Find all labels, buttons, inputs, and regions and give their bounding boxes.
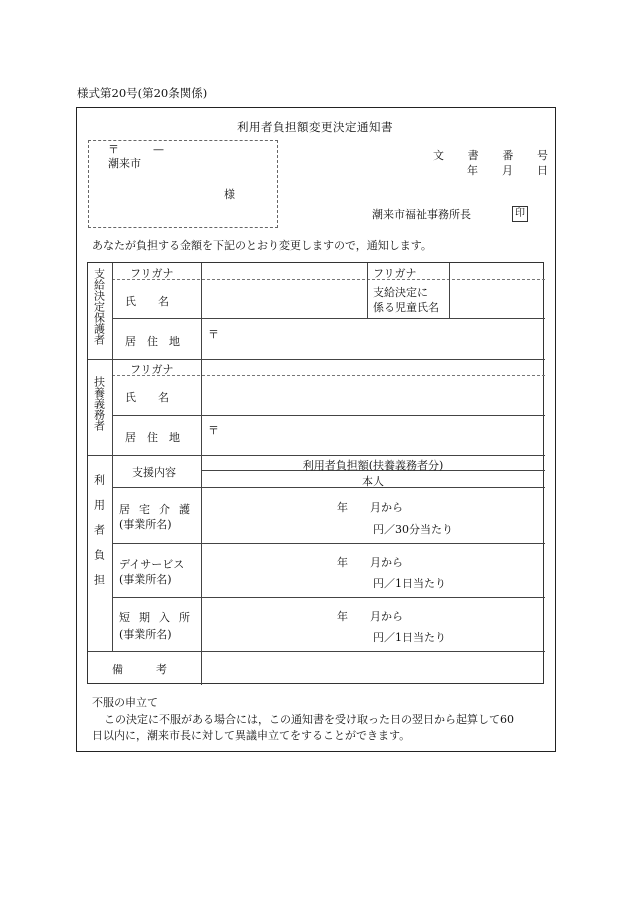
divider-recipient-supporter: [88, 359, 545, 360]
burden-rate: 円／1日当たり: [373, 631, 446, 644]
name-label: 氏 名: [125, 295, 169, 308]
side-label-burden: 利用者負担: [92, 474, 106, 599]
child-label-line2: 係る児童氏名: [373, 301, 439, 314]
city-name: 潮来市: [108, 157, 141, 170]
row-line: [112, 415, 545, 416]
intro-text: あなたが負担する金額を下記のとおり変更しますので，通知します。: [92, 239, 432, 252]
side-label-recipient: 支給決定保護者: [92, 268, 106, 345]
row-line: [112, 543, 545, 544]
divider-supporter-burden: [88, 455, 545, 456]
support-content-header: 支援内容: [132, 466, 176, 479]
doc-number-char: 号: [536, 149, 548, 162]
burden-from-date: 年 月から: [337, 501, 403, 514]
side-column-line: [112, 263, 113, 651]
divider-remarks: [88, 651, 545, 652]
child-label-line1: 支給決定に: [373, 286, 428, 299]
form-number-label: 様式第20号(第20条関係): [77, 86, 208, 100]
burden-rate: 円／30分当たり: [373, 523, 453, 536]
date-char-month: 月: [502, 164, 513, 177]
child-value-line: [449, 263, 450, 318]
appeal-heading: 不服の申立て: [92, 696, 158, 709]
document-title: 利用者負担額変更決定通知書: [237, 120, 393, 134]
side-label-supporter: 扶養義務者: [92, 376, 106, 431]
burden-amount-header: 利用者負担額(扶養義務者分): [302, 459, 444, 472]
service-short-stay: 短期入所: [119, 611, 199, 624]
burden-rate: 円／1日当たり: [373, 577, 446, 590]
furigana-dash: [112, 279, 545, 280]
remarks-label: 備 考: [112, 663, 167, 676]
person-header: 本人: [362, 475, 384, 488]
child-furigana-label: フリガナ: [373, 267, 417, 280]
service-office-name: (事業所名): [119, 573, 172, 586]
postal-mark: 〒: [108, 143, 119, 156]
service-office-name: (事業所名): [119, 628, 172, 641]
burden-from-date: 年 月から: [337, 610, 403, 623]
address-postal-mark: 〒: [208, 424, 219, 437]
info-table: [87, 262, 544, 684]
document-number-label: [433, 149, 548, 163]
service-office-name: (事業所名): [119, 518, 172, 531]
doc-number-char: 書: [467, 149, 479, 162]
honorific-sama: 様: [224, 188, 235, 201]
furigana-dash: [112, 375, 545, 376]
row-line: [112, 597, 545, 598]
date-char-day: 日: [537, 164, 548, 177]
furigana-label: フリガナ: [130, 363, 174, 376]
row-line: [112, 318, 545, 319]
appeal-text-line2: 日以内に，潮来市長に対して異議申立てをすることができます。: [92, 729, 411, 742]
child-column-line: [367, 263, 368, 318]
address-postal-mark: 〒: [208, 328, 219, 341]
service-home-care: 居宅介護: [119, 503, 199, 516]
appeal-text-line1: この決定に不服がある場合には，この通知書を受け取った日の翌日から起算して60: [104, 713, 514, 726]
doc-number-char: 番: [502, 149, 514, 162]
address-label: 居 住 地: [125, 431, 180, 444]
burden-from-date: 年 月から: [337, 556, 403, 569]
address-label: 居 住 地: [125, 335, 180, 348]
seal-mark: 印: [512, 206, 528, 222]
date-char-year: 年: [467, 164, 478, 177]
service-day-service: デイサービス: [119, 558, 185, 571]
doc-number-char: 文: [433, 149, 444, 162]
issuer-name: 潮来市福祉事務所長: [372, 208, 471, 221]
document-date-label: [467, 164, 548, 178]
furigana-label: フリガナ: [130, 267, 174, 280]
postal-dash: —: [153, 143, 164, 156]
name-label: 氏 名: [125, 391, 169, 404]
